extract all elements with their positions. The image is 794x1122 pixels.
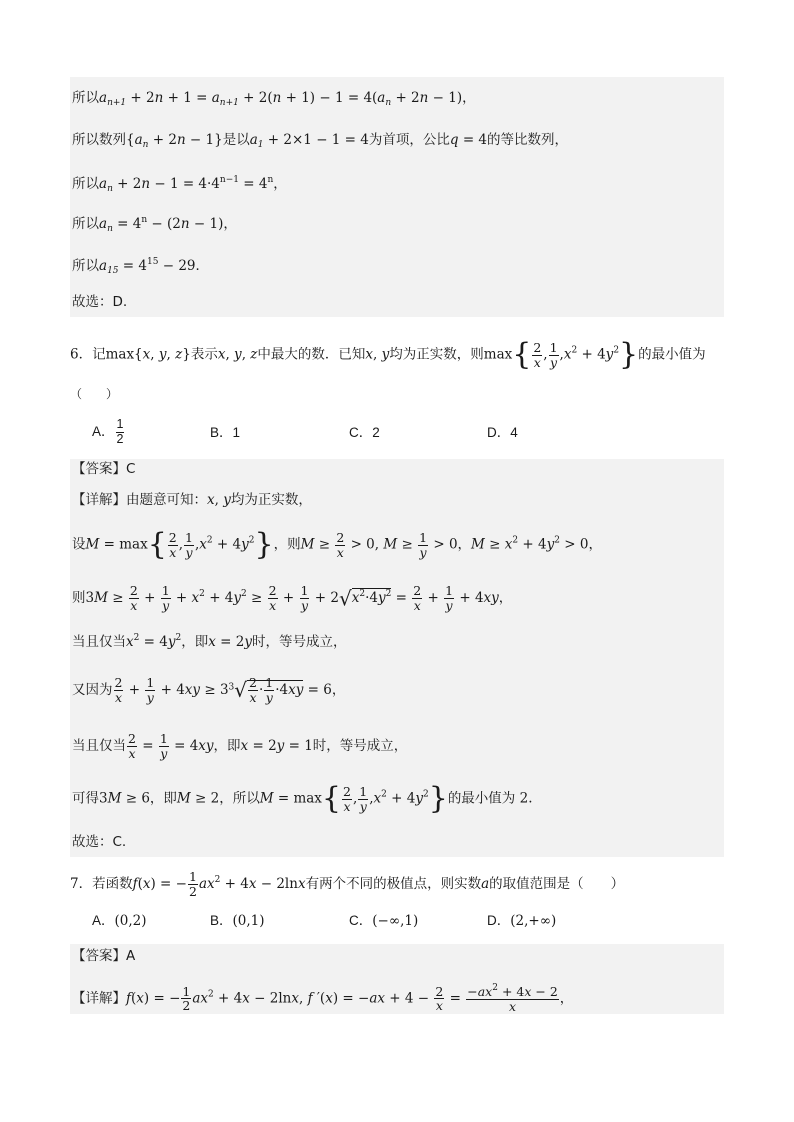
q6-number: 6． bbox=[70, 346, 93, 363]
q6-option-a[interactable]: A． $\frac{1}{2}$ bbox=[92, 417, 124, 446]
q7-number: 7． bbox=[70, 875, 93, 892]
q6-detail-5: 又因为 $\frac{2}{x}$ + $\frac{1}{y}$ + $4xy \ge 3^3√$ $\frac{2}{x}$ · $\frac{1}{y}$ ·4xy = 6， bbox=[72, 675, 346, 705]
q6-option-c[interactable]: C．2 bbox=[349, 425, 380, 440]
prev-line-2: 所以数列$\{a_n + 2n - 1\}$是以$a_1 + 2\times 1 - 1 = 4$为首项，公比q = 4的等比数列， bbox=[72, 132, 569, 150]
solution-block-prev bbox=[70, 77, 724, 317]
q6-detail-7: 可得3M ≥ 6，即M ≥ 2，所以M = max{ $\frac{2}{x}$ , $\frac{1}{y}$ $,x^2 + 4y^2$}的最小值为 2. bbox=[72, 781, 533, 816]
prev-line-1: 所以$a_{n+1} + 2n + 1 = a_{n+1} + 2(n + 1) - 1 = 4(a_n + 2n - 1)$， bbox=[72, 90, 476, 108]
prev-line-3: 所以$a_n + 2n - 1 = 4\cdot 4^{n-1} = 4^n$， bbox=[72, 175, 287, 194]
prev-line-4: 所以$a_n = 4^n - (2n - 1)$， bbox=[72, 215, 237, 234]
q6-conclusion: 故选：C. bbox=[72, 834, 127, 850]
q6-stem: 6．记max{x, y, z}表示x, y, z中最大的数．已知x, y均为正实数，则max{ $\frac{2}{x}$ , $\frac{1}{y}$ $,x^2 + 4y^2$}的最小值为 bbox=[70, 337, 706, 372]
q6-detail-6: 当且仅当 $\frac{2}{x}$ = $\frac{1}{y}$ = 4xy，即x = 2y = 1时，等号成立， bbox=[72, 731, 408, 761]
q7-detail-1: 【详解】f(x) = − $\frac{1}{2}$ $ax^2 + 4x - 2\ln x$, f ′(x) = −ax + 4 − $\frac{2}{x}$ = $\frac{-ax^2 + 4x - 2}{x}$ ， bbox=[72, 983, 574, 1014]
q7-option-b[interactable]: B．(0,1) bbox=[210, 913, 265, 929]
q7-option-c[interactable]: C．(−∞,1) bbox=[349, 913, 419, 929]
q6-detail-1: 【详解】由题意可知：x, y均为正实数， bbox=[72, 492, 312, 508]
q7-option-d[interactable]: D．(2,+∞) bbox=[487, 913, 557, 929]
q6-detail-4: 当且仅当$x^2 = 4y^2$，即x = 2y时，等号成立， bbox=[72, 633, 347, 650]
q6-option-a-value: $\frac{1}{2}$ bbox=[116, 417, 124, 446]
q6-option-d[interactable]: D．4 bbox=[487, 425, 518, 440]
q7-stem: 7．若函数f(x) = − $\frac{1}{2}$ $ax^2 + 4x - 2\ln x$有两个不同的极值点，则实数a的取值范围是（ ） bbox=[70, 869, 625, 899]
prev-line-5: 所以$a_{15} = 4^{15} - 29$． bbox=[72, 257, 210, 276]
q6-detail-2: 设M = max{ $\frac{2}{x}$ , $\frac{1}{y}$ $,x^2 + 4y^2$}，则M ≥ $\frac{2}{x}$ > 0, M ≥ $\frac{1}{y}$ > 0，$M \ge x^2 + 4y^2 > 0$， bbox=[72, 527, 602, 562]
q6-option-b[interactable]: B．1 bbox=[210, 425, 241, 440]
q6-blank: （ ） bbox=[70, 387, 119, 401]
q6-detail-3: 则3M ≥ $\frac{2}{x}$ + $\frac{1}{y}$ + $x^2 + 4y^2$ ≥ $\frac{2}{x}$ + $\frac{1}{y}$ + $2√x^2\cdot 4y^2$ = $\frac{2}{x}$ + $\frac{1}{y}$ + 4xy， bbox=[72, 583, 513, 613]
q7-option-a[interactable]: A．(0,2) bbox=[92, 913, 147, 929]
q6-answer: 【答案】C bbox=[72, 461, 136, 477]
q7-answer: 【答案】A bbox=[72, 948, 136, 964]
prev-conclusion: 故选：D. bbox=[72, 294, 128, 310]
